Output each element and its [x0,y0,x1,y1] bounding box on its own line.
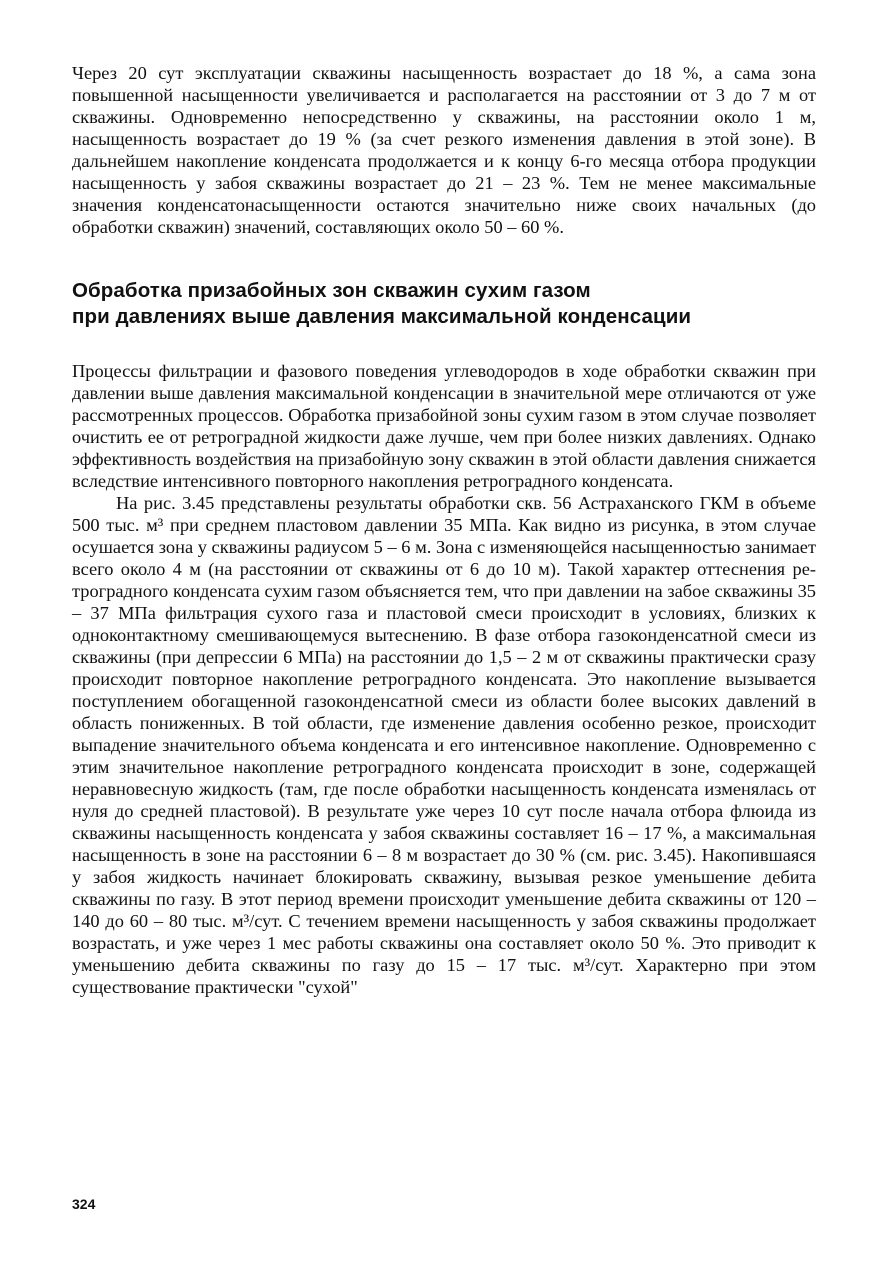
section-heading-line-2: при давлениях выше давления максимальной конденсации [72,305,692,328]
paragraph-1: Через 20 сут эксплуатации скважины насыщенность возрастает до 18 %, а сама зона повышенной насыщенности увеличивается и располагается на расстоянии от 3 до 7 м от скважины. Одновременно непосредственно у скважины, на расстоянии около 1 м, насыщенность возрастает до 19 % (за счет резкого изменения давления в этой зоне). В дальнейшем накопление конденсата продолжается и к концу 6-го месяца отбора продукции насыщенность у забоя скважины возрастает до 21 – 23 %. Тем не менее максимальные значения конденсатонасыщенности остаются значительно ниже своих начальных (до обработки скважин) значений, составляющих около 50 – 60 %. [72,63,816,237]
page-number: 324 [72,1196,96,1212]
page-content [72,62,816,998]
paragraph-2: Процессы фильтрации и фазового поведения углеводородов в ходе обработки скважин при давлении выше давления максимальной конденсации в значительной мере отличаются от уже рассмотренных процессов. Обработка призабойной зоны сухим газом в этом случае позволяет очистить ее от ретроградной жидкости даже лучше, чем при более низких давлениях. Однако эффективность воздействия на призабойную зону скважин в этой области давления снижается вследствие интенсивного повторного накопления ретроградного конденсата. [72,361,816,491]
section-heading-line-1: Обработка призабойных зон скважин сухим газом [72,279,591,302]
section-heading [72,278,816,330]
paragraph-3: На рис. 3.45 представлены результаты обработки скв. 56 Астраханского ГКМ в объеме 500 тыс. м³ при среднем пластовом давлении 35 МПа. Как видно из рисунка, в этом случае осушается зона у скважины радиусом 5 – 6 м. Зона с изменяющейся насыщенностью занимает всего около 4 м (на расстоянии от скважины от 6 до 10 м). Такой характер оттеснения ретроградного конденсата сухим газом объясняется тем, что при давлении на забое скважины 35 – 37 МПа фильтрация сухого газа и пластовой смеси происходит в условиях, близких к одноконтактному смешивающемуся вытеснению. В фазе отбора газоконденсатной смеси из скважины (при депрессии 6 МПа) на расстоянии до 1,5 – 2 м от скважины практически сразу происходит повторное накопление ретроградного конденсата. Это накопление вызывается поступлением обогащенной газоконденсатной смеси из области более высоких давлений в область пониженных. В той области, где изменение давления особенно резкое, происходит выпадение значительного объема конденсата и его интенсивное накопление. Одновременно с этим значительное накопление ретроградного конденсата происходит в зоне, содержащей неравновесную жидкость (там, где после обработки насыщенность конденсата изменялась от нуля до средней пластовой). В результате уже через 10 сут после начала отбора флюида из скважины насыщенность конденсата у забоя скважины составляет 16 – 17 %, а максимальная насыщенность в зоне на расстоянии 6 – 8 м возрастает до 30 % (см. рис. 3.45). Накопившаяся у забоя жидкость начинает блокировать скважину, вызывая резкое уменьшение дебита скважины по газу. В этот период времени происходит уменьшение дебита скважины от 120 – 140 до 60 – 80 тыс. м³/сут. С течением времени насыщенность у забоя скважины продолжает возрастать, и уже через 1 мес работы скважины она составляет около 50 %. Это приводит к уменьшению дебита скважины по газу до 15 – 17 тыс. м³/сут. Характерно при этом существование практически "сухой" [72,493,816,997]
